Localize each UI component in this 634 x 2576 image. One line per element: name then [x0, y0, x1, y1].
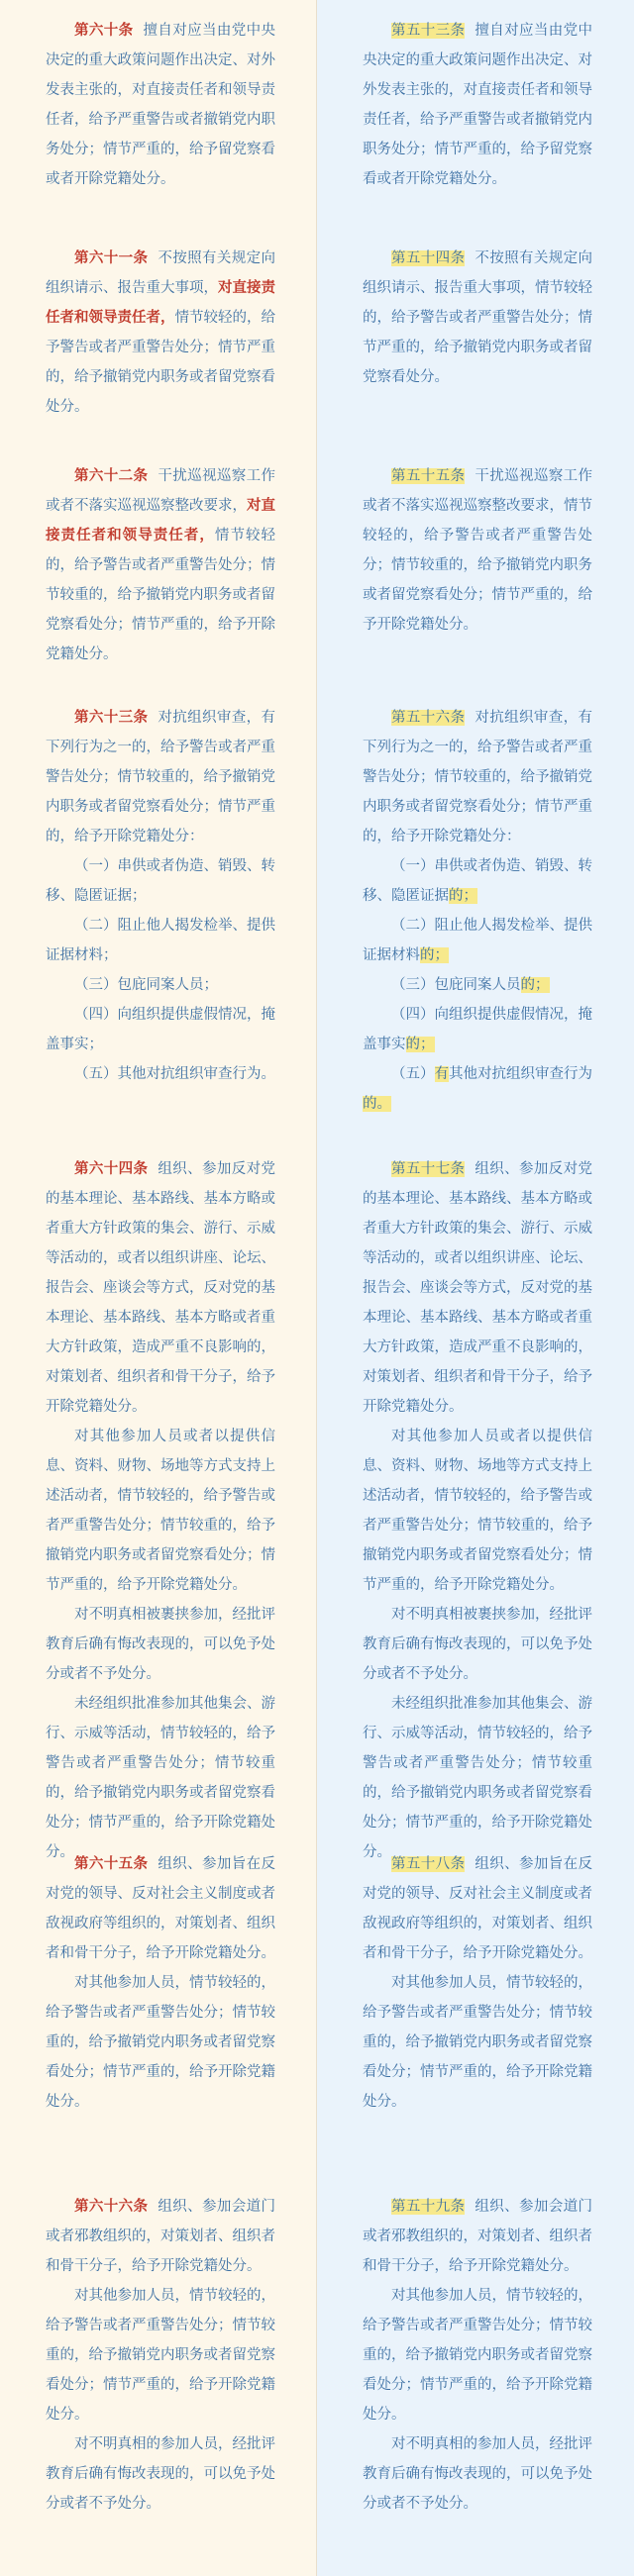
article-right-59 — [363, 2192, 592, 2519]
article-left-66 — [46, 2192, 275, 2519]
highlight-text: 。 — [376, 1096, 391, 1112]
article-number: 第五十五条 — [391, 468, 466, 484]
article-number: 第六十条 — [74, 23, 134, 39]
article-text: 对抗组织审查，有下列行为之一的，给予警告或者严重警告处分；情节较重的，给予撤销党内职务或者留党察看处分；情节严重的，给予开除党籍处分： — [363, 710, 593, 844]
article-paragraph: 对其他参加人员，情节较轻的，给予警告或者严重警告处分；情节较重的，给予撤销党内职务或者留党察看处分；情节严重的，给予开除党籍处分。 — [363, 2288, 592, 2423]
article-paragraph: 对其他参加人员，情节较轻的，给予警告或者严重警告处分；情节较重的，给予撤销党内职务或者留党察看处分；情节严重的，给予开除党籍处分。 — [46, 2288, 275, 2423]
list-item — [363, 970, 592, 1000]
list-item — [363, 851, 592, 911]
list-item: （二）阻止他人揭发检举、提供证据材料； — [46, 918, 275, 963]
highlight-text: ； — [463, 888, 477, 904]
article-text: 组织、参加反对党的基本理论、基本路线、基本方略或者重大方针政策的集会、游行、示威等活动的，或者以组织讲座、论坛、报告会、座谈会等方式，反对党的基本理论、基本路线、基本方略或者重大方针政策，造成严重不良影响的，对策划者、组织者和骨干分子，给予开除党籍处分。 — [46, 1161, 276, 1415]
list-item — [363, 1059, 592, 1119]
article-right-58 — [363, 1849, 592, 2117]
article-text: 对抗组织审查，有下列行为之一的，给予警告或者严重警告处分；情节较重的，给予撤销党内职务或者留党察看处分；情节严重的，给予开除党籍处分： — [46, 710, 276, 844]
article-text: 干扰巡视巡察工作或者不落实巡视巡察整改要求，情节较轻的，给予警告或者严重警告处分；情节较重的，给予撤销党内职务或者留党察看处分；情节严重的，给予开除党籍处分。 — [363, 468, 593, 633]
article-paragraph: 未经组织批准参加其他集会、游行、示威等活动，情节较轻的，给予警告或者严重警告处分；情节较重的，给予撤销党内职务或者留党察看处分；情节严重的，给予开除党籍处分。 — [363, 1696, 592, 1860]
article-text: 擅自对应当由党中央决定的重大政策问题作出决定、对外发表主张的，对直接责任者和领导责任者，给予严重警告或者撤销党内职务处分；情节严重的，给予留党察看或者开除党籍处分。 — [46, 23, 276, 187]
article-number: 第五十六条 — [391, 710, 466, 726]
article-number: 第五十七条 — [391, 1161, 466, 1177]
article-right-53 — [363, 16, 592, 194]
article-left-62 — [46, 461, 275, 669]
article-number: 第六十一条 — [74, 250, 149, 266]
article-number: 第五十三条 — [391, 23, 466, 39]
article-paragraph: 对其他参加人员或者以提供信息、资料、财物、场地等方式支持上述活动者，情节较轻的，给予警告或者严重警告处分；情节较重的，给予撤销党内职务或者留党察看处分；情节严重的，给予开除党籍处分。 — [46, 1429, 275, 1593]
list-item-text: （二）阻止他人揭发检举、提供证据材料 — [363, 918, 592, 963]
article-text: 组织、参加旨在反对党的领导、反对社会主义制度或者敌视政府等组织的，对策划者、组织者和骨干分子，给予开除党籍处分。 — [363, 1856, 593, 1961]
list-item-text: （五） — [391, 1066, 435, 1082]
list-item-text: （一）串供或者伪造、销毁、转移、隐匿证据 — [363, 858, 592, 904]
article-paragraph: 对其他参加人员或者以提供信息、资料、财物、场地等方式支持上述活动者，情节较轻的，给予警告或者严重警告处分；情节较重的，给予撤销党内职务或者留党察看处分；情节严重的，给予开除党籍处分。 — [363, 1429, 592, 1593]
highlight-text: 的 — [449, 888, 464, 904]
article-left-63 — [46, 703, 275, 1089]
highlight-text: 有 — [434, 1066, 449, 1082]
article-right-54 — [363, 244, 592, 392]
list-item: （三）包庇同案人员； — [74, 977, 218, 993]
highlight-text: ； — [434, 947, 449, 963]
article-right-57 — [363, 1154, 592, 1867]
list-item — [363, 911, 592, 970]
article-text: 组织、参加反对党的基本理论、基本路线、基本方略或者重大方针政策的集会、游行、示威等活动的，或者以组织讲座、论坛、报告会、座谈会等方式，反对党的基本理论、基本路线、基本方略或者重大方针政策，造成严重不良影响的，对策划者、组织者和骨干分子，给予开除党籍处分。 — [363, 1161, 593, 1415]
highlight-text: 的 — [363, 1096, 377, 1112]
article-text: 组织、参加旨在反对党的领导、反对社会主义制度或者敌视政府等组织的，对策划者、组织者和骨干分子，给予开除党籍处分。 — [46, 1856, 276, 1961]
list-item — [363, 1000, 592, 1059]
article-right-56 — [363, 703, 592, 1119]
list-item-text: （四）向组织提供虚假情况，掩盖事实 — [363, 1007, 592, 1052]
article-number: 第六十四条 — [74, 1161, 149, 1177]
article-left-65 — [46, 1849, 275, 2117]
article-bold-text: 对直接责任者和领导责任者， — [46, 280, 275, 326]
highlight-text: ； — [420, 1037, 435, 1052]
article-paragraph: 对其他参加人员，情节较轻的，给予警告或者严重警告处分；情节较重的，给予撤销党内职务或者留党察看处分；情节严重的，给予开除党籍处分。 — [363, 1975, 592, 2110]
article-right-55 — [363, 461, 592, 640]
highlight-text: 的 — [405, 1037, 420, 1052]
article-number: 第六十六条 — [74, 2199, 149, 2215]
article-paragraph: 对不明真相的参加人员，经批评教育后确有悔改表现的，可以免予处分或者不予处分。 — [363, 2436, 592, 2512]
article-text: 不按照有关规定向组织请示、报告重大事项，情节较轻的，给予警告或者严重警告处分；情节严重的，给予撤销党内职务或者留党察看处分。 — [363, 250, 593, 385]
article-number: 第五十四条 — [391, 250, 466, 266]
highlight-text: 的 — [420, 947, 435, 963]
article-paragraph: 对不明真相被裹挟参加，经批评教育后确有悔改表现的，可以免予处分或者不予处分。 — [46, 1607, 275, 1682]
article-text: 组织、参加会道门或者邪教组织的，对策划者、组织者和骨干分子，给予开除党籍处分。 — [363, 2199, 593, 2274]
article-number: 第六十三条 — [74, 710, 149, 726]
article-bold-text: 对直接责任者和领导责任者， — [46, 498, 275, 544]
article-left-61 — [46, 244, 275, 422]
article-left-60 — [46, 16, 275, 194]
article-number: 第六十二条 — [74, 468, 149, 484]
article-text: 干扰巡视巡察工作或者不落实巡视巡察整改要求， — [46, 468, 276, 514]
article-paragraph: 对不明真相被裹挟参加，经批评教育后确有悔改表现的，可以免予处分或者不予处分。 — [363, 1607, 592, 1682]
list-item: （五）其他对抗组织审查行为。 — [74, 1066, 275, 1082]
list-item: （一）串供或者伪造、销毁、转移、隐匿证据； — [46, 858, 275, 904]
list-item-text: （三）包庇同案人员 — [391, 977, 521, 993]
article-text: 情节较轻的，给予警告或者严重警告处分；情节严重的，给予撤销党内职务或者留党察看处分。 — [46, 310, 275, 415]
article-text: 情节较轻的，给予警告或者严重警告处分；情节较重的，给予撤销党内职务或者留党察看处分；情节严重的，给予开除党籍处分。 — [46, 528, 276, 662]
right-column — [317, 0, 634, 2576]
article-left-64 — [46, 1154, 275, 1867]
article-text: 组织、参加会道门或者邪教组织的，对策划者、组织者和骨干分子，给予开除党籍处分。 — [46, 2199, 276, 2274]
article-number: 第五十九条 — [391, 2199, 466, 2215]
article-text: 擅自对应当由党中央决定的重大政策问题作出决定、对外发表主张的，对直接责任者和领导责任者，给予严重警告或者撤销党内职务处分；情节严重的，给予留党察看或者开除党籍处分。 — [363, 23, 593, 187]
article-text: 不按照有关规定向组织请示、报告重大事项， — [46, 250, 276, 296]
list-item-text: 其他对抗组织审查行为 — [449, 1066, 592, 1082]
article-number: 第六十五条 — [74, 1856, 149, 1872]
article-paragraph: 对其他参加人员，情节较轻的，给予警告或者严重警告处分；情节较重的，给予撤销党内职务或者留党察看处分；情节严重的，给予开除党籍处分。 — [46, 1975, 275, 2110]
highlight-text: ； — [535, 977, 550, 993]
highlight-text: 的 — [520, 977, 535, 993]
article-number: 第五十八条 — [391, 1856, 466, 1872]
list-item: （四）向组织提供虚假情况，掩盖事实； — [46, 1007, 275, 1052]
article-paragraph: 对不明真相的参加人员，经批评教育后确有悔改表现的，可以免予处分或者不予处分。 — [46, 2436, 275, 2512]
article-paragraph: 未经组织批准参加其他集会、游行、示威等活动，情节较轻的，给予警告或者严重警告处分；情节较重的，给予撤销党内职务或者留党察看处分；情节严重的，给予开除党籍处分。 — [46, 1696, 275, 1860]
